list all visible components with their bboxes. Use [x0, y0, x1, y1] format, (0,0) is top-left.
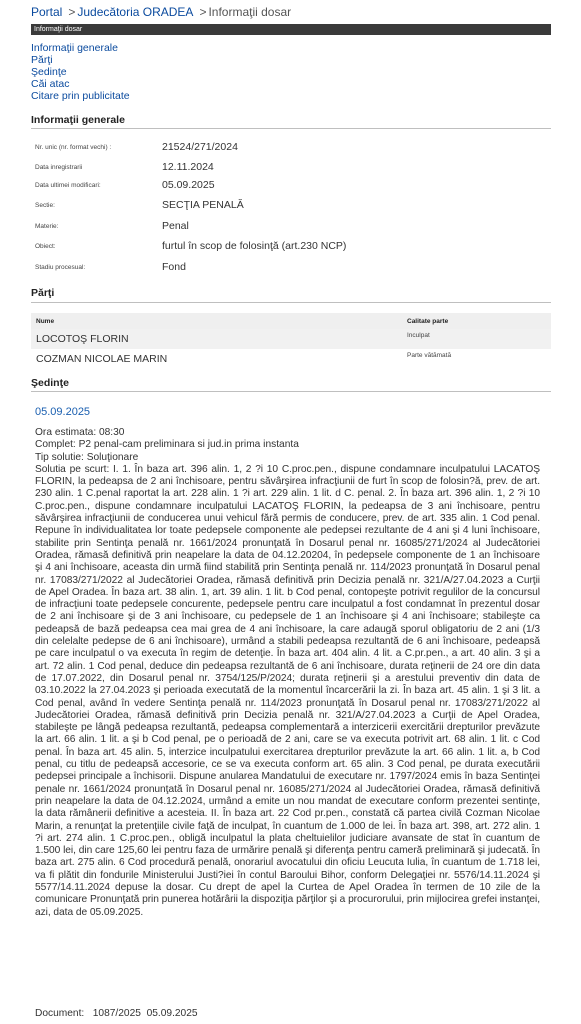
breadcrumb [31, 5, 291, 19]
info-value: 05.09.2025 [162, 179, 215, 191]
solution-summary: Solutia pe scurt: I. 1. În baza art. 396 alin. 1, 2 ?i 10 C.proc.pen., dispune condamnare inculpatului LACATOŞ FLORIN, la pedeapsa de 2 ani închisoare, pentru săvârşirea infracţiunii de furt în scop de folosin?ă, prev. de art. 230 alin. 1 C.penal raportat la art. 228 alin. 1 ?i art. 229 alin. 1 lit. d C. penal. 2. În baza art. 396 alin. 1, 2 ?i 10 C.proc.pen., dispune condamnare inculpatului LACATOŞ FLORIN, la pedeapsa de 3 ani închisoare, pentru săvârşirea infracţiunii de conducerea unui vehicul fără permis de conducere, prev. de art. 335 alin. 1 Cod penal. Repune în individualitatea lor toate pedepsele componente ale pedepsei rezultante de 4 ani şi 4 luni închisoare, stabilite prin Sentinţa penală nr. 1661/2024 pronunţată în Dosarul penal nr. 16085/271/2024 al Judecătoriei Oradea, rămasă definitivă prin neapelare la data de 04.12.20204, în pedepsele componente de 1 an închisoare şi 4 ani închisoare, aceasta din urmă fiind stabilită prin Sentinţa penală nr. 114/2023 pronunţată în Dosarul penal nr. 17083/271/2022 al Judecătoriei Oradea, rămasă definitivă prin Decizia penală nr. 321/A/27.04.2023 a Curţii de Apel Oradea. În baza art. 38 alin. 1, art. 39 alin. 1 lit. b Cod penal, contopeşte potrivit regulilor de la concursul de infracţiuni toate pedepsele concurente, pedepsele pentru care inculpatul a fost condamnat în prezentul dosar de 2 ani închisoare şi de 3 ani închisoare, cu pedepsele de 1 an închisoare şi 4 ani închisoare; stabileşte ca pedeapsă de bază pedeapsa cea mai grea de 4 ani închisoare, la care adaugă sporul obligatoriu de 2 ani (1/3 din celelalte pedepse de 6 ani închisoare), urmând a stabili pedeapsa rezultantă de 6 ani închisoare, pedeapsă pe care inculpatul o va executa în regim de detenţie. În baza art. 404 alin. 4 lit. a C.pr.pen., a art. 40 alin. 3 şi a art. 72 alin. 1 Cod penal, deduce din pedeapsa rezultantă de 6 ani închisoare, durata reţinerii de 24 ore din data de 17.07.2022, din Dosarul penal nr. 3754/125/P/2024; durata reţinerii şi a arestului preventiv din data de 03.10.2022 la 27.04.2023 şi perioada executată de la momentul încarcerării la zi. În baza art. 45 alin. 1 şi 3 lit. a Cod penal, având în vedere Sentinţa penală nr. 114/2023 pronunţată în Dosarul penal nr. 17083/271/2022 al Judecătoriei Oradea, rămasă definitivă prin Decizia penală nr. 321/A/27.04.2023 a Curţii de Apel Oradea, stabileşte pe lângă pedeapsa rezultantă, pedeapsa complementară a interzicerii exercitării drepturilor prevăzute la art. 66 alin. 1 lit. a şi b Cod penal, pe o perioadă de 2 ani, care se va executa potrivit art. 68 alin. 1 lit. c Cod penal. În baza art. 45 alin. 5, interzice inculpatului exercitarea drepturilor prevăzute la art. 66 alin. 1 lit. a, b Cod penal, cu titlu de pedeapsă accesorie, ce se va executa conform art. 65 alin. 3 Cod penal, pe durata executării pedepsei principale a închisorii. Dispune anularea Mandatului de executare nr. 1797/2024 emis în baza Sentinţei penale nr. 1661/2024 pronunţată în Dosarul penal nr. 16085/271/2024 al Judecătoriei Oradea, rămasă definitivă prin neapelare la data de 04.12.2024, urmând a emite un nou mandat de executare conform prezentei sentinţe, la data rămânerii definitive a acesteia. II. În baza art. 22 Cod pr.pen., constată că partea civilă Cozman Nicolae Marin, a renunţat la pretenţiile civile faţă de inculpat, în cuantum de 1.000 de lei. În baza art. 398, art. 272 alin. 1 ?i art. 274 alin. 1 C.proc.pen., obligă inculpatul la plata cheltuielilor judiciare avansate de stat în cuantum de 1.500 lei, din care 125,60 lei pentru faza de urmărire penală şi diferenţa pentru cameră preliminară şi judecată. În baza art. 275 alin. 6 Cod procedură penală, onorariul avocatului din oficiu Leucuta Iulia, în cuantum de 1.718 lei, va fi plătit din fondurile Ministerului Justi?iei în contul Baroului Bihor, conform Delegaţiei nr. 5576/14.11.2024 şi 5577/14.11.2024 depuse la dosar. Cu drept de apel la Curtea de Apel Oradea în termen de 10 zile de la comunicare Pronunţată prin punerea hotărârii la dispoziţia părţilor şi a procurorului, prin mijlocirea grefei instanţei, azi, data de 05.09.2025. [35, 463, 540, 918]
parti-table-header [31, 313, 551, 329]
column-header-nume: Nume [36, 318, 55, 325]
breadcrumb-separator: > [199, 5, 207, 19]
hearing-panel: Complet: P2 penal-cam preliminara si jud.in prima instanta [35, 439, 299, 451]
info-row-sectie [35, 199, 535, 219]
info-value: Fond [162, 261, 186, 273]
breadcrumb-current: Informaţii dosar [208, 5, 292, 19]
info-row-obiect [35, 240, 535, 260]
info-label: Data ultimei modificari: [35, 182, 101, 189]
section-divider [31, 302, 551, 303]
table-row [31, 349, 551, 369]
info-row-nr-unic [35, 141, 535, 161]
nav-link-citare[interactable]: Citare prin publicitate [31, 90, 130, 102]
info-label: Stadiu procesual: [35, 264, 86, 271]
breadcrumb-portal-link[interactable]: Portal [31, 5, 63, 19]
info-label: Obiect: [35, 243, 56, 250]
section-nav [31, 42, 130, 102]
section-title-parti: Părţi [31, 287, 55, 299]
party-name: COZMAN NICOLAE MARIN [36, 353, 168, 365]
header-bar: Informaţii dosar [31, 24, 551, 35]
party-name: LOCOTOŞ FLORIN [36, 333, 129, 345]
info-row-stadiu [35, 261, 535, 281]
info-label: Materie: [35, 223, 59, 230]
nav-link-parti[interactable]: Părţi [31, 54, 53, 66]
hearing-document: Document: 1087/2025 05.09.2025 [35, 1008, 198, 1019]
info-value: 21524/271/2024 [162, 141, 238, 153]
info-value: furtul în scop de folosinţă (art.230 NCP) [162, 240, 347, 252]
party-quality: Inculpat [407, 332, 430, 339]
hearing-details [35, 427, 540, 919]
nav-link-sedinte[interactable]: Şedinţe [31, 66, 67, 78]
table-row [31, 329, 551, 349]
section-title-informatii: Informaţii generale [31, 114, 125, 126]
info-row-data-modificari [35, 179, 535, 199]
hearing-time: Ora estimata: 08:30 [35, 427, 125, 438]
info-row-data-inregistrarii [35, 161, 535, 181]
solution-type: Tip solutie: Soluţionare [35, 451, 139, 463]
section-divider [31, 391, 551, 392]
nav-link-cai-atac[interactable]: Căi atac [31, 78, 70, 90]
breadcrumb-court-link[interactable]: Judecătoria ORADEA [77, 5, 194, 19]
info-value: Penal [162, 220, 189, 232]
party-quality: Parte vătămată [407, 352, 452, 359]
breadcrumb-separator: > [68, 5, 76, 19]
info-value: SECŢIA PENALĂ [162, 199, 244, 211]
section-title-sedinte: Şedinţe [31, 377, 69, 389]
info-row-materie [35, 220, 535, 240]
info-value: 12.11.2024 [162, 161, 214, 173]
info-label: Data inregistrarii [35, 164, 83, 171]
section-divider [31, 128, 551, 129]
hearing-date: 05.09.2025 [35, 406, 91, 418]
info-label: Nr. unic (nr. format vechi) : [35, 144, 112, 151]
info-label: Sectie: [35, 202, 55, 209]
nav-link-informatii-generale[interactable]: Informaţii generale [31, 42, 118, 54]
column-header-calitate: Calitate parte [407, 318, 449, 325]
